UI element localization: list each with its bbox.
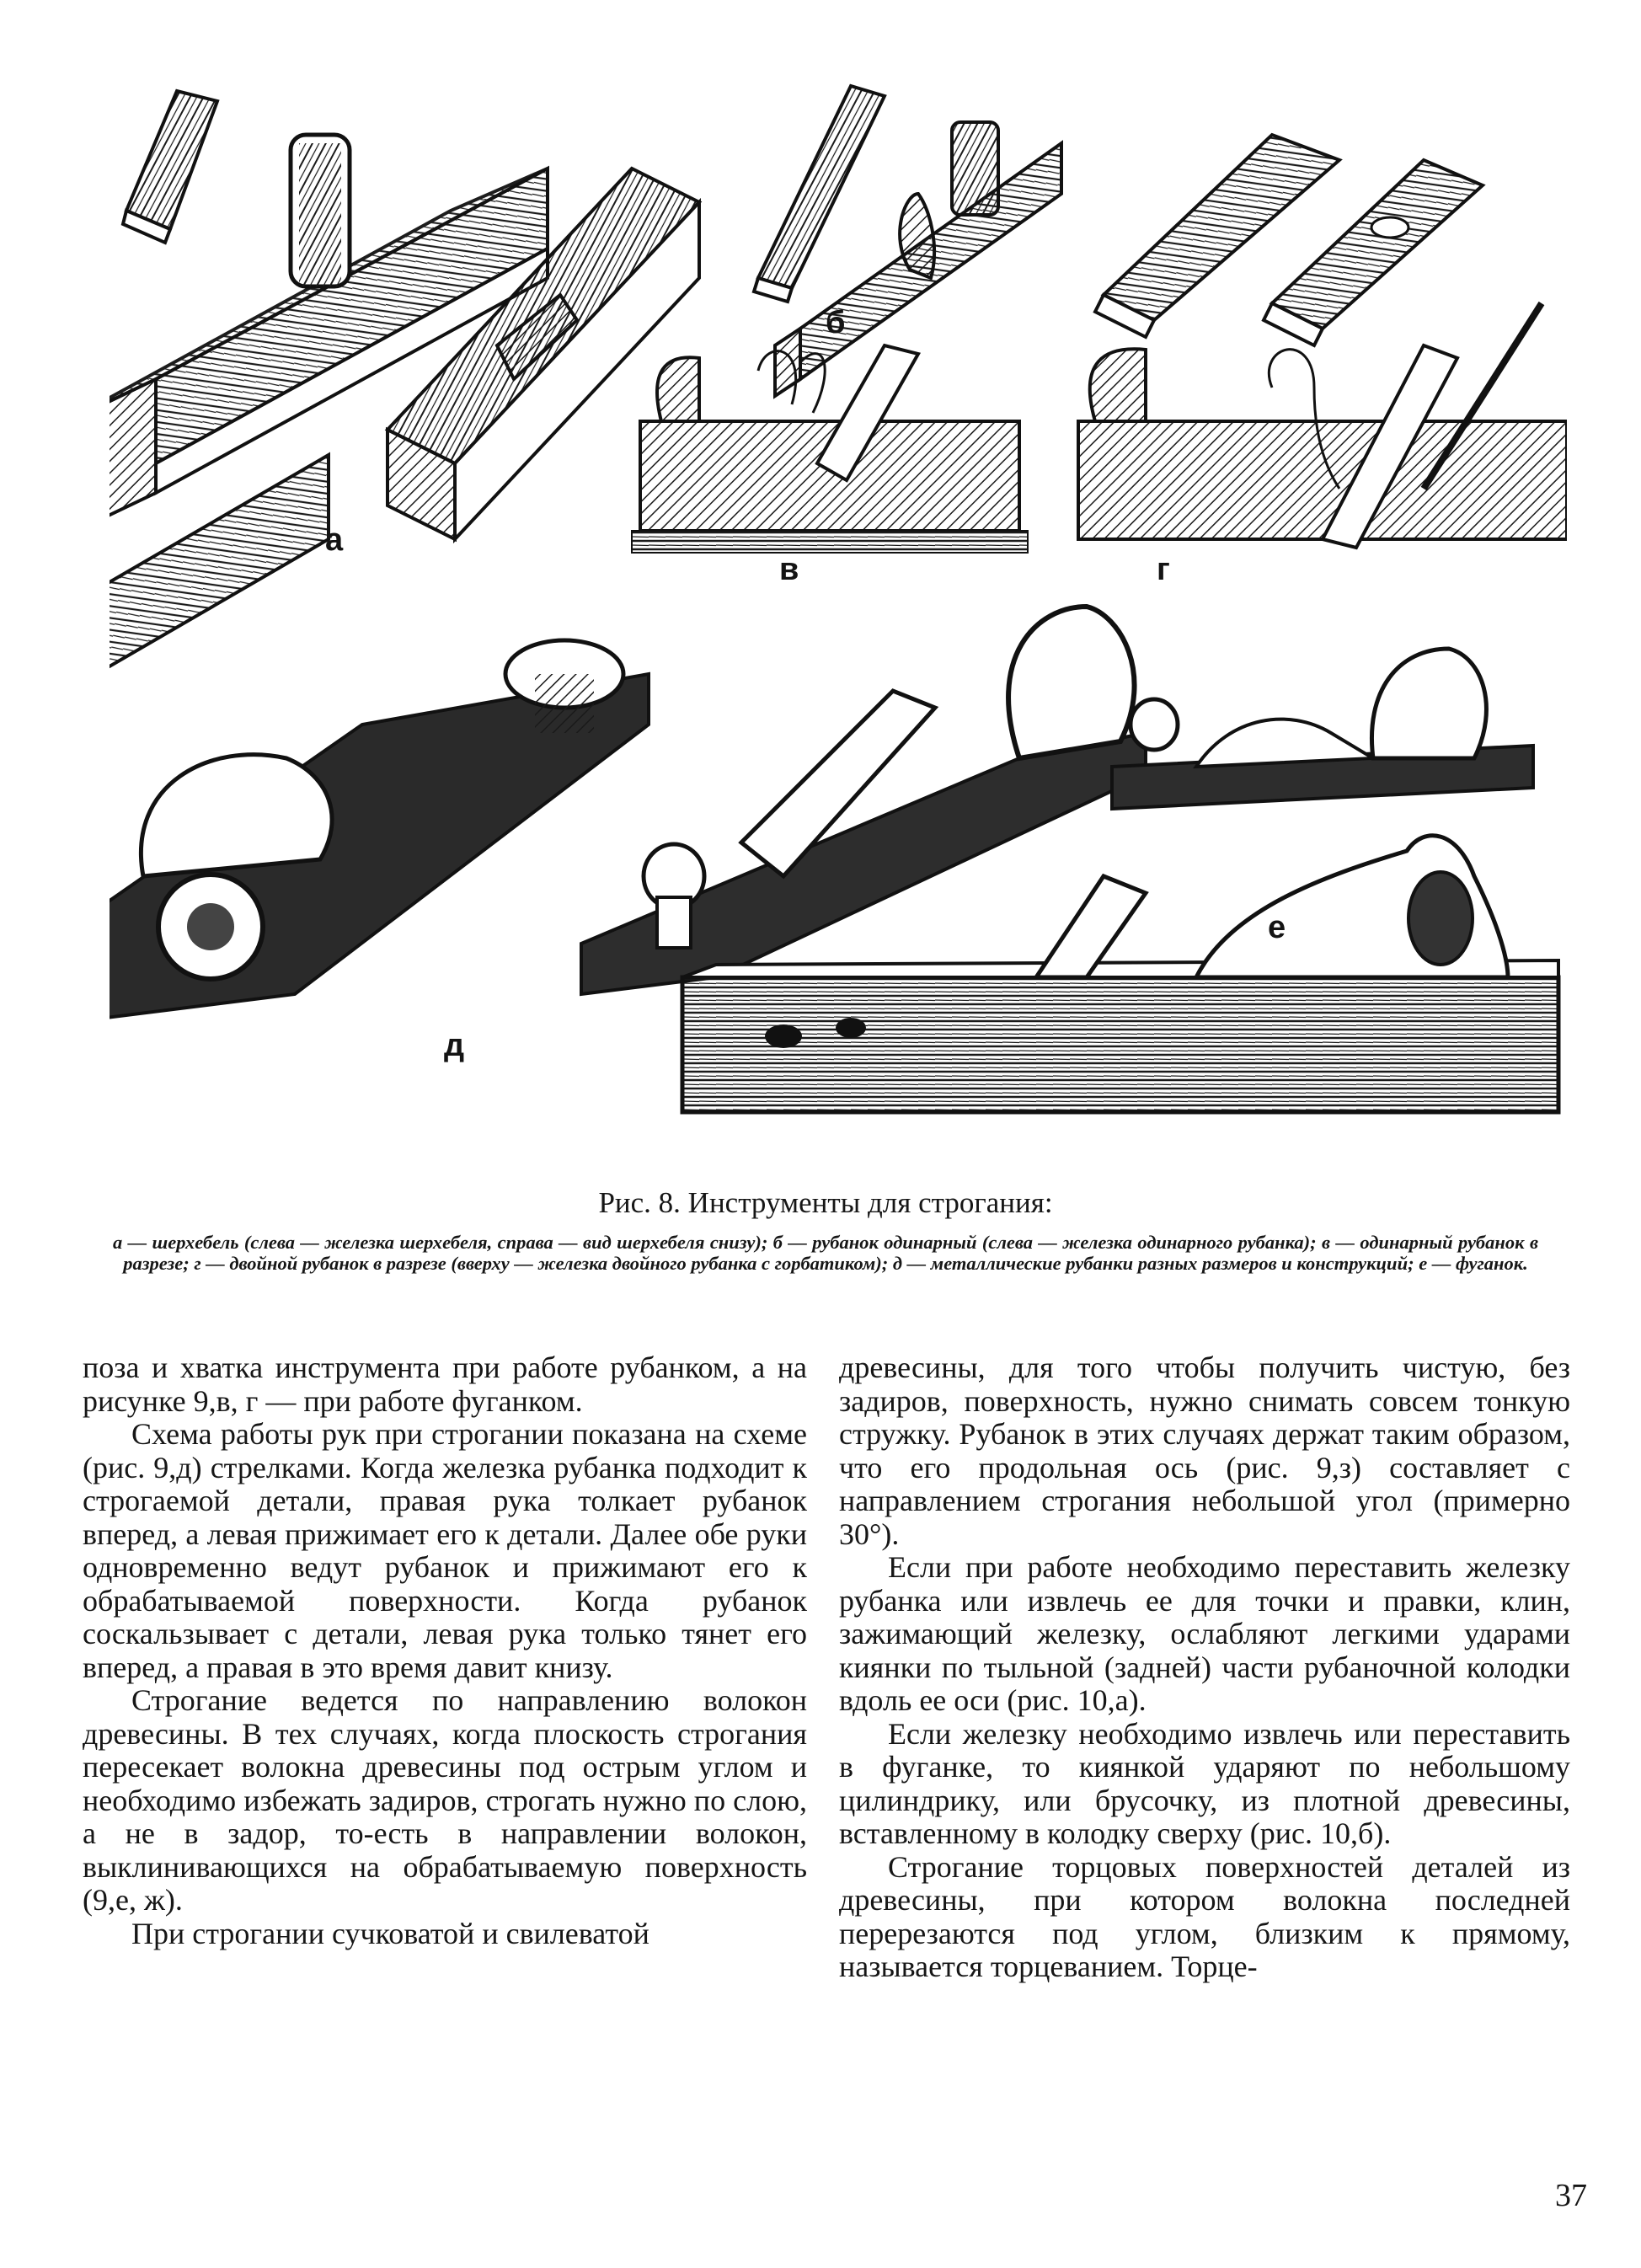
right-paragraph-1: древесины, для того чтобы получить чистую, без задиров, поверхность, нужно снимать совсем тонкую стружку. Рубанок в этих случаях держат таким образом, что его продольная ось (рис. 9,з) составляет с направлением строгания небольшой угол (примерно 30°). (839, 1351, 1570, 1551)
page-number: 37 (1555, 2178, 1587, 2213)
double-plane-section (1078, 303, 1567, 548)
metal-plane-block (110, 640, 649, 1019)
single-plane-iron (754, 86, 885, 302)
left-paragraph-4: При строгании сучковатой и свилеватой (131, 1916, 649, 1950)
figure-planing-tools (110, 67, 1567, 1146)
tools-illustration (110, 67, 1567, 1146)
left-paragraph-1: поза и хватка инструмента при работе рубанком, а на рисунке 9,в, г — при работе фуганком. (83, 1351, 807, 1418)
metal-plane-small (1112, 649, 1533, 809)
label-b: б (826, 305, 846, 340)
metal-plane-bench (581, 607, 1146, 994)
label-v: в (779, 552, 799, 587)
label-a: а (325, 522, 344, 558)
left-column (83, 1351, 807, 1950)
label-e: е (1268, 910, 1286, 945)
caption-title: Рис. 8. Инструменты для строгания: (598, 1186, 1053, 1219)
figure-caption (110, 1186, 1542, 1274)
right-paragraph-2: Если при работе необходимо переставить железку рубанка или извлечь ее для точки и правки, клин, зажимающий железку, ослабляют легкими ударами киянки по тыльной (задней) части рубаночной колодки вдоль ее оси (рис. 10,а). (839, 1550, 1570, 1717)
label-g: г (1157, 552, 1170, 587)
right-column (839, 1351, 1570, 1984)
double-plane-irons (1095, 135, 1483, 345)
caption-text: а — шерхебель (слева — железка шерхебеля, справа — вид шерхебеля снизу); б — рубанок одинарный (слева — железка одинарного рубанка); в — одинарный рубанок в разрезе; г — двойной рубанок в разрезе (вверху — железка двойного рубанка с горбатиком); д — металлические рубанки разных размеров и конструкций; е — фуганок. (113, 1232, 1538, 1275)
label-d: д (444, 1028, 465, 1063)
left-paragraph-3: Строгание ведется по направлению волокон древесины. В тех случаях, когда плоскость строгания пересекает волокна древесины под острым углом и необходимо избежать задиров, строгать нужно по слою, а не в задор, то-есть в направлении волокон, выклинивающихся на обрабатываемую поверхность (9,е, ж). (83, 1683, 807, 1917)
right-paragraph-4: Строгание торцовых поверхностей деталей из древесины, при котором волокна последней перерезаются под углом, близким к прямому, называется торцеванием. Торце- (839, 1849, 1570, 1983)
scrub-plane-iron (123, 91, 217, 243)
left-paragraph-2: Схема работы рук при строгании показана на схеме (рис. 9,д) стрелками. Когда железка рубанка подходит к строгаемой детали, правая рука толкает рубанок вперед, а левая прижимает его к детали. Далее обе руки одновременно ведут рубанок и прижимают его к обрабатываемой поверхности. Когда рубанок соскальзывает с детали, левая рука только тянет его вперед, а правая в это время давит книзу. (83, 1417, 807, 1684)
right-paragraph-3: Если железку необходимо извлечь или переставить в фуганке, то киянкой ударяют по небольшому цилиндрику, или брусочку, из плотной древесины, вставленному в колодку сверху (рис. 10,б). (839, 1716, 1570, 1850)
single-plane-section (632, 345, 1028, 553)
